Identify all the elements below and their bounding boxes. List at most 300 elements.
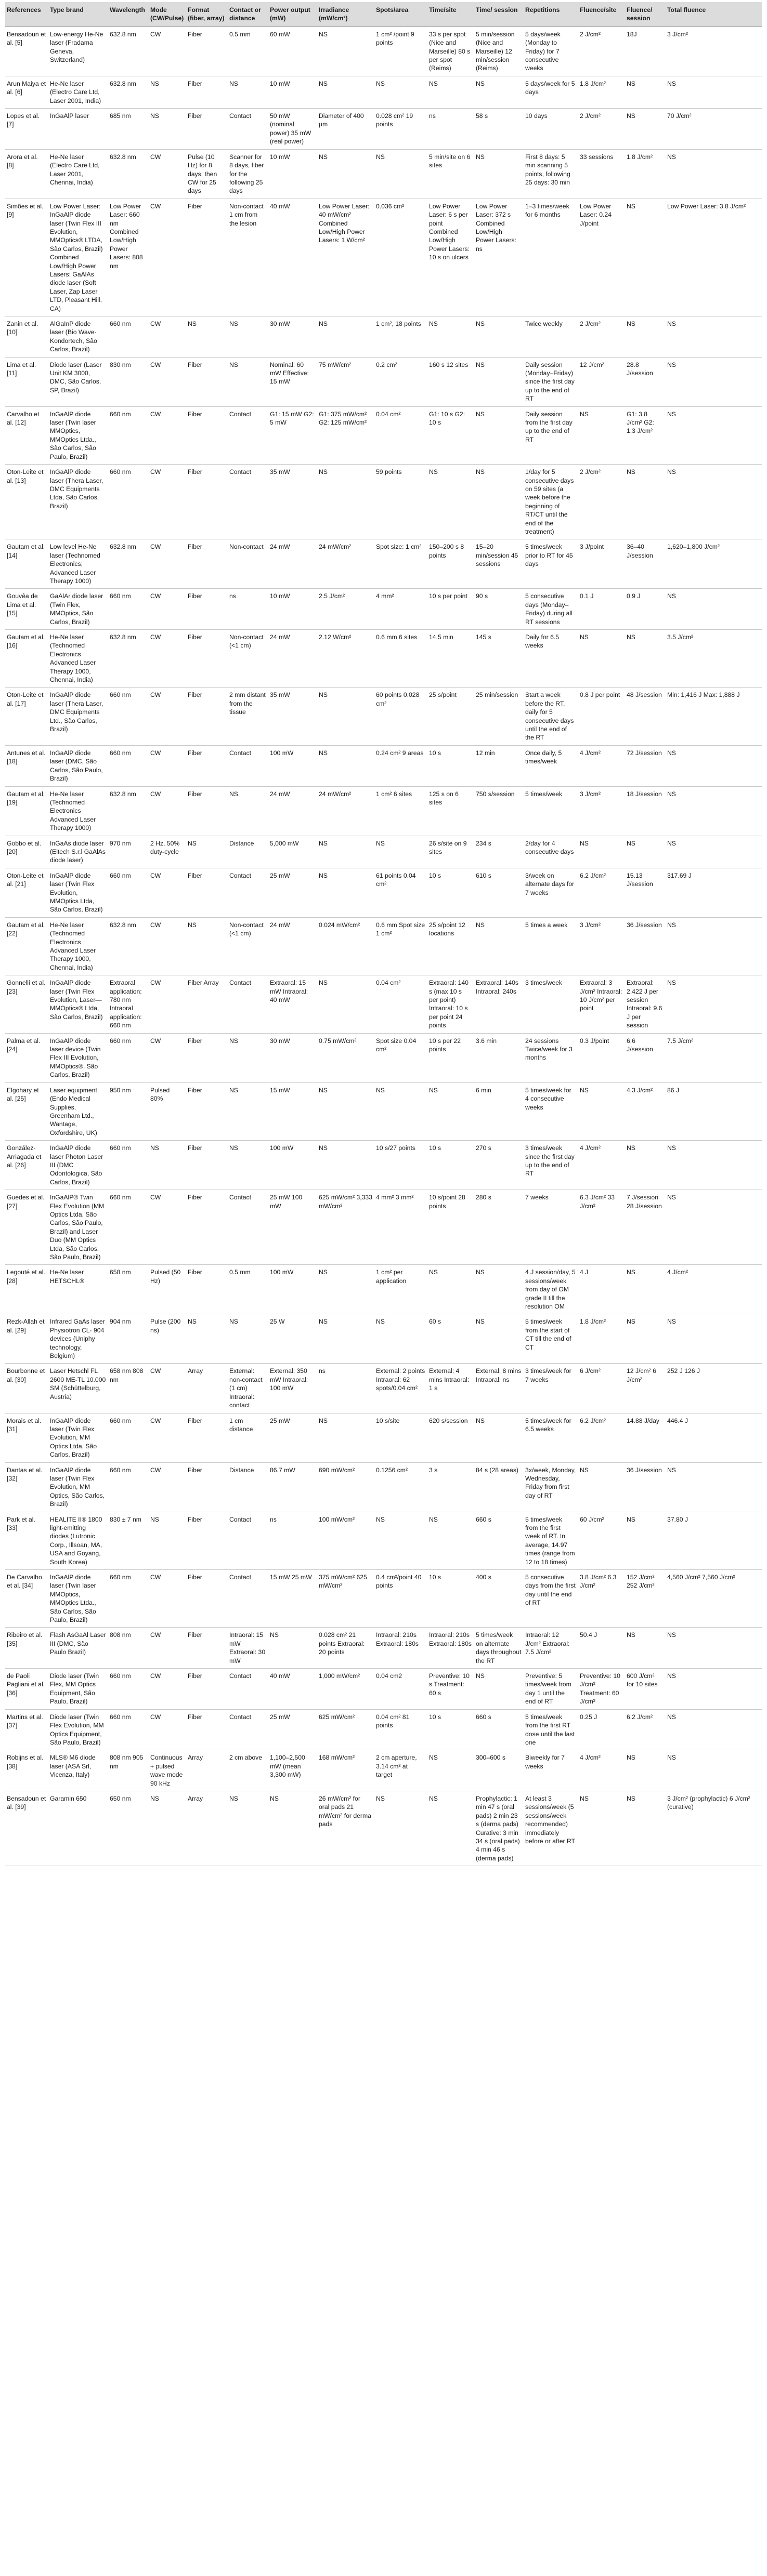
cell-irradiance: NS	[317, 149, 374, 199]
cell-contact-distance: Contact	[228, 109, 268, 150]
cell-power-output: 30 mW	[268, 316, 317, 358]
cell-spots-area: 60 points 0.028 cm²	[374, 688, 427, 745]
cell-spots-area: 0.036 cm²	[374, 199, 427, 316]
cell-irradiance: Low Power Laser: 40 mW/cm² Combined Low/High Power Lasers: 1 W/cm²	[317, 199, 374, 316]
cell-contact-distance: Intraoral: 15 mW Extraoral: 30 mW	[228, 1628, 268, 1669]
cell-irradiance: NS	[317, 836, 374, 868]
cell-spots-area: NS	[374, 1314, 427, 1364]
cell-format: Fiber	[186, 1512, 228, 1569]
cell-irradiance: NS	[317, 1314, 374, 1364]
cell-time-site: Extraoral: 140 s (max 10 s per point) Intraoral: 10 s per point 24 points	[427, 975, 474, 1033]
cell-power-output: 86.7 mW	[268, 1462, 317, 1512]
cell-fluence-session: 6.6 J/session	[625, 1033, 666, 1082]
cell-format: Fiber	[186, 1082, 228, 1140]
cell-repetitions: Intraoral: 12 J/cm² Extraoral: 7.5 J/cm²	[524, 1628, 578, 1669]
cell-wavelength: 660 nm	[108, 465, 149, 539]
table-row	[5, 975, 762, 1033]
cell-fluence-site: 50.4 J	[578, 1628, 625, 1669]
cell-fluence-session: NS	[625, 836, 666, 868]
cell-wavelength: 808 nm 905 nm	[108, 1750, 149, 1791]
cell-contact-distance: Contact	[228, 868, 268, 917]
cell-fluence-session: NS	[625, 630, 666, 688]
header-wavelength: Wavelength	[108, 2, 149, 27]
cell-fluence-session: 6.2 J/cm²	[625, 1709, 666, 1750]
cell-time-site: NS	[427, 1791, 474, 1866]
cell-format: Fiber	[186, 786, 228, 836]
cell-spots-area: Intraoral: 210s Extraoral: 180s	[374, 1628, 427, 1669]
cell-format: Fiber	[186, 1190, 228, 1265]
cell-wavelength: 632.8 nm	[108, 539, 149, 589]
cell-power-output: 24 mW	[268, 630, 317, 688]
cell-spots-area: 0.6 mm 6 sites	[374, 630, 427, 688]
cell-wavelength: 660 nm	[108, 589, 149, 630]
cell-wavelength: 830 ± 7 nm	[108, 1512, 149, 1569]
cell-contact-distance: Scanner for 8 days, fiber for the following 25 days	[228, 149, 268, 199]
cell-fluence-site: NS	[578, 406, 625, 464]
table-row	[5, 1314, 762, 1364]
cell-references: Gautam et al. [22]	[5, 917, 48, 975]
header-mode: Mode (CW/Pulse)	[149, 2, 186, 27]
header-repetitions: Repetitions	[524, 2, 578, 27]
cell-fluence-site: 6 J/cm²	[578, 1364, 625, 1413]
cell-type-brand: InGaAlP diode laser (Twin laser MMOptics, MMOptics Ltda., São Carlos, São Paulo, Brazil)	[48, 406, 108, 464]
cell-power-output: 100 mW	[268, 1141, 317, 1190]
cell-fluence-site: 60 J/cm²	[578, 1512, 625, 1569]
table-row	[5, 1265, 762, 1314]
cell-contact-distance: NS	[228, 1141, 268, 1190]
cell-spots-area: 59 points	[374, 465, 427, 539]
cell-contact-distance: Contact	[228, 1570, 268, 1628]
cell-mode: Pulsed (50 Hz)	[149, 1265, 186, 1314]
cell-format: Fiber	[186, 539, 228, 589]
cell-time-site: 10 s per point	[427, 589, 474, 630]
cell-fluence-site: NS	[578, 1082, 625, 1140]
cell-format: Fiber	[186, 1709, 228, 1750]
cell-irradiance: NS	[317, 1413, 374, 1462]
header-time-session: Time/ session	[474, 2, 524, 27]
cell-time-session: 5 min/session (Nice and Marseille) 12 min/session (Reims)	[474, 27, 524, 76]
table-row	[5, 1141, 762, 1190]
cell-time-site: 160 s 12 sites	[427, 357, 474, 406]
cell-power-output: 25 mW	[268, 868, 317, 917]
header-references: References	[5, 2, 48, 27]
cell-references: Rezk-Allah et al. [29]	[5, 1314, 48, 1364]
cell-irradiance: NS	[317, 975, 374, 1033]
table-row	[5, 109, 762, 150]
cell-format: Fiber	[186, 1141, 228, 1190]
cell-fluence-site: 0.8 J per point	[578, 688, 625, 745]
table-row	[5, 630, 762, 688]
table-row	[5, 316, 762, 358]
cell-references: Park et al. [33]	[5, 1512, 48, 1569]
cell-type-brand: Diode laser (Twin Flex Evolution, MM Optics Equipment, São Paulo, Brazil)	[48, 1709, 108, 1750]
cell-wavelength: Low Power Laser: 660 nm Combined Low/High Power Lasers: 808 nm	[108, 199, 149, 316]
cell-references: Gouvêa de Lima et al. [15]	[5, 589, 48, 630]
table-row	[5, 786, 762, 836]
cell-repetitions: 3/week on alternate days for 7 weeks	[524, 868, 578, 917]
cell-irradiance: 1,000 mW/cm²	[317, 1669, 374, 1710]
cell-power-output: 60 mW	[268, 27, 317, 76]
cell-power-output: 5,000 mW	[268, 836, 317, 868]
cell-contact-distance: 0.5 mm	[228, 1265, 268, 1314]
table-row	[5, 917, 762, 975]
cell-wavelength: 660 nm	[108, 1462, 149, 1512]
cell-mode: CW	[149, 1669, 186, 1710]
cell-mode: CW	[149, 27, 186, 76]
cell-fluence-site: NS	[578, 630, 625, 688]
cell-time-session: 84 s (28 areas)	[474, 1462, 524, 1512]
cell-repetitions: 2/day for 4 consecutive days	[524, 836, 578, 868]
cell-total-fluence: NS	[666, 1314, 762, 1364]
header-total-fluence: Total fluence	[666, 2, 762, 27]
cell-time-site: NS	[427, 76, 474, 108]
cell-fluence-session: 7 J/session 28 J/session	[625, 1190, 666, 1265]
cell-format: Fiber	[186, 357, 228, 406]
cell-spots-area: 1 cm², 18 points	[374, 316, 427, 358]
cell-total-fluence: NS	[666, 1190, 762, 1265]
cell-wavelength: 660 nm	[108, 1709, 149, 1750]
cell-total-fluence: NS	[666, 1462, 762, 1512]
table-row	[5, 1628, 762, 1669]
cell-power-output: Extraoral: 15 mW Intraoral: 40 mW	[268, 975, 317, 1033]
cell-total-fluence: NS	[666, 1750, 762, 1791]
cell-fluence-site: 0.3 J/point	[578, 1033, 625, 1082]
cell-fluence-site: 4 J/cm²	[578, 1750, 625, 1791]
cell-irradiance: NS	[317, 868, 374, 917]
cell-time-site: 26 s/site on 9 sites	[427, 836, 474, 868]
cell-fluence-site: 3 J/point	[578, 539, 625, 589]
cell-references: Arora et al. [8]	[5, 149, 48, 199]
cell-mode: CW	[149, 199, 186, 316]
cell-total-fluence: NS	[666, 76, 762, 108]
cell-time-site: 10 s	[427, 868, 474, 917]
cell-mode: CW	[149, 357, 186, 406]
cell-total-fluence: 4,560 J/cm² 7,560 J/cm²	[666, 1570, 762, 1628]
cell-time-session: 12 min	[474, 745, 524, 786]
cell-wavelength: 660 nm	[108, 316, 149, 358]
cell-time-session: 25 min/session	[474, 688, 524, 745]
cell-time-session: Extraoral: 140s Intraoral: 240s	[474, 975, 524, 1033]
cell-wavelength: 632.8 nm	[108, 149, 149, 199]
cell-references: De Carvalho et al. [34]	[5, 1570, 48, 1628]
cell-mode: NS	[149, 109, 186, 150]
cell-total-fluence: 86 J	[666, 1082, 762, 1140]
cell-type-brand: HEALITE II® 1800 light-emitting diodes (Lutronic Corp., Illsoan, MA, USA and Goyang, South Korea)	[48, 1512, 108, 1569]
cell-format: Fiber	[186, 1265, 228, 1314]
cell-spots-area: 2 cm aperture, 3.14 cm² at target	[374, 1750, 427, 1791]
cell-time-session: External: 8 mins Intraoral: ns	[474, 1364, 524, 1413]
cell-wavelength: 660 nm	[108, 1033, 149, 1082]
cell-total-fluence: NS	[666, 1141, 762, 1190]
cell-power-output: 15 mW 25 mW	[268, 1570, 317, 1628]
cell-total-fluence: 3 J/cm² (prophylactic) 6 J/cm² (curative)	[666, 1791, 762, 1866]
cell-irradiance: 0.024 mW/cm²	[317, 917, 374, 975]
cell-type-brand: Laser equipment (Endo Medical Supplies, Greenham Ltd., Wantage, Oxfordshire, UK)	[48, 1082, 108, 1140]
cell-power-output: 1,100–2,500 mW (mean 3,300 mW)	[268, 1750, 317, 1791]
cell-fluence-site: 3 J/cm²	[578, 917, 625, 975]
cell-references: Oton-Leite et al. [17]	[5, 688, 48, 745]
cell-time-session: 5 times/week on alternate days throughout the RT	[474, 1628, 524, 1669]
cell-time-session: 400 s	[474, 1570, 524, 1628]
cell-total-fluence: 70 J/cm²	[666, 109, 762, 150]
cell-total-fluence: 317.69 J	[666, 868, 762, 917]
cell-time-site: 150–200 s 8 points	[427, 539, 474, 589]
cell-mode: CW	[149, 149, 186, 199]
table-row	[5, 1033, 762, 1082]
cell-time-site: 125 s on 6 sites	[427, 786, 474, 836]
cell-spots-area: External: 2 points Intraoral: 62 spots/0.04 cm²	[374, 1364, 427, 1413]
cell-fluence-site: Low Power Laser: 0.24 J/point	[578, 199, 625, 316]
cell-spots-area: 61 points 0.04 cm²	[374, 868, 427, 917]
cell-type-brand: MLS® M6 diode laser (ASA Srl, Vicenza, Italy)	[48, 1750, 108, 1791]
cell-mode: CW	[149, 1364, 186, 1413]
cell-time-site: 5 min/site on 6 sites	[427, 149, 474, 199]
cell-wavelength: 660 nm	[108, 1570, 149, 1628]
cell-time-session: NS	[474, 465, 524, 539]
cell-time-session: 270 s	[474, 1141, 524, 1190]
cell-mode: NS	[149, 1791, 186, 1866]
cell-fluence-site: 0.1 J	[578, 589, 625, 630]
cell-irradiance: 26 mW/cm² for oral pads 21 mW/cm² for derma pads	[317, 1791, 374, 1866]
cell-fluence-site: NS	[578, 1791, 625, 1866]
cell-type-brand: InGaAlP diode laser (Twin Flex Evolution, MMOptics Ltda, São Carlos, Brazil)	[48, 868, 108, 917]
cell-time-site: 25 s/point	[427, 688, 474, 745]
cell-wavelength: 660 nm	[108, 688, 149, 745]
cell-mode: CW	[149, 786, 186, 836]
cell-type-brand: InGaAlP diode laser (Twin Flex Evolution, MM Optics Ltda, São Carlos, Brazil)	[48, 1413, 108, 1462]
cell-time-session: NS	[474, 357, 524, 406]
cell-power-output: NS	[268, 1791, 317, 1866]
cell-repetitions: 5 days/week (Monday to Friday) for 7 consecutive weeks	[524, 27, 578, 76]
cell-references: Zanin et al. [10]	[5, 316, 48, 358]
cell-total-fluence: 4 J/cm²	[666, 1265, 762, 1314]
cell-wavelength: 660 nm	[108, 868, 149, 917]
cell-references: Palma et al. [24]	[5, 1033, 48, 1082]
cell-fluence-session: NS	[625, 1512, 666, 1569]
cell-time-site: 10 s	[427, 1709, 474, 1750]
cell-fluence-session: NS	[625, 1628, 666, 1669]
table-row	[5, 27, 762, 76]
cell-fluence-session: NS	[625, 1750, 666, 1791]
cell-fluence-site: 12 J/cm²	[578, 357, 625, 406]
cell-power-output: 24 mW	[268, 917, 317, 975]
cell-irradiance: 24 mW/cm²	[317, 539, 374, 589]
cell-format: Fiber	[186, 868, 228, 917]
cell-type-brand: Garamin 650	[48, 1791, 108, 1866]
cell-total-fluence: Min: 1,416 J Max: 1,888 J	[666, 688, 762, 745]
cell-format: Fiber	[186, 1570, 228, 1628]
cell-mode: CW	[149, 1413, 186, 1462]
cell-type-brand: Laser Hetschl FL 2600 ME-TL 10.000 SM (Schüttelburg, Austria)	[48, 1364, 108, 1413]
cell-references: Ribeiro et al. [35]	[5, 1628, 48, 1669]
cell-type-brand: InGaAlP diode laser (Thera Laser, DMC Equipments Ltd., São Carlos, Brazil)	[48, 688, 108, 745]
cell-references: Gautam et al. [16]	[5, 630, 48, 688]
cell-total-fluence: 1,620–1,800 J/cm²	[666, 539, 762, 589]
cell-irradiance: NS	[317, 1141, 374, 1190]
cell-mode: CW	[149, 1570, 186, 1628]
cell-repetitions: Start a week before the RT, daily for 5 consecutive days until the end of the RT	[524, 688, 578, 745]
cell-total-fluence: NS	[666, 917, 762, 975]
cell-mode: CW	[149, 1462, 186, 1512]
cell-format: NS	[186, 917, 228, 975]
cell-time-site: 10 s	[427, 1141, 474, 1190]
cell-mode: 2 Hz, 50% duty-cycle	[149, 836, 186, 868]
cell-repetitions: 3 times/week	[524, 975, 578, 1033]
cell-type-brand: He-Ne laser (Electro Care Ltd, Laser 2001, India)	[48, 76, 108, 108]
cell-fluence-session: NS	[625, 1141, 666, 1190]
cell-contact-distance: Contact	[228, 975, 268, 1033]
cell-fluence-session: 36 J/session	[625, 1462, 666, 1512]
cell-time-site: NS	[427, 1265, 474, 1314]
cell-references: González-Arriagada et al. [26]	[5, 1141, 48, 1190]
cell-irradiance: 75 mW/cm²	[317, 357, 374, 406]
cell-wavelength: 904 nm	[108, 1314, 149, 1364]
cell-power-output: 100 mW	[268, 745, 317, 786]
cell-fluence-session: NS	[625, 316, 666, 358]
cell-fluence-session: 18 J/session	[625, 786, 666, 836]
cell-spots-area: 1 cm² /point 9 points	[374, 27, 427, 76]
cell-spots-area: Spot size: 1 cm²	[374, 539, 427, 589]
cell-total-fluence: Low Power Laser: 3.8 J/cm²	[666, 199, 762, 316]
cell-time-site: Preventive: 10 s Treatment: 60 s	[427, 1669, 474, 1710]
cell-fluence-session: 600 J/cm² for 10 sites	[625, 1669, 666, 1710]
cell-format: Fiber	[186, 1033, 228, 1082]
cell-time-site: 3 s	[427, 1462, 474, 1512]
cell-wavelength: 632.8 nm	[108, 917, 149, 975]
cell-irradiance: 100 mW/cm²	[317, 1512, 374, 1569]
cell-total-fluence: 252 J 126 J	[666, 1364, 762, 1413]
cell-mode: NS	[149, 1141, 186, 1190]
cell-format: NS	[186, 836, 228, 868]
cell-references: Guedes et al. [27]	[5, 1190, 48, 1265]
cell-contact-distance: ns	[228, 589, 268, 630]
table-row	[5, 1709, 762, 1750]
cell-fluence-site: 6.2 J/cm²	[578, 1413, 625, 1462]
cell-irradiance: 625 mW/cm² 3,333 mW/cm²	[317, 1190, 374, 1265]
cell-total-fluence: NS	[666, 1709, 762, 1750]
cell-fluence-session: 28.8 J/session	[625, 357, 666, 406]
table-row	[5, 1190, 762, 1265]
cell-mode: CW	[149, 868, 186, 917]
cell-time-session: NS	[474, 1265, 524, 1314]
cell-mode: NS	[149, 1512, 186, 1569]
cell-references: Gobbo et al. [20]	[5, 836, 48, 868]
cell-format: Array	[186, 1364, 228, 1413]
cell-fluence-site: 1.8 J/cm²	[578, 1314, 625, 1364]
cell-power-output: External: 350 mW Intraoral: 100 mW	[268, 1364, 317, 1413]
cell-power-output: 35 mW	[268, 465, 317, 539]
cell-references: Lopes et al. [7]	[5, 109, 48, 150]
cell-power-output: 100 mW	[268, 1265, 317, 1314]
cell-references: Morais et al. [31]	[5, 1413, 48, 1462]
cell-format: Fiber	[186, 589, 228, 630]
cell-contact-distance: NS	[228, 357, 268, 406]
cell-total-fluence: NS	[666, 745, 762, 786]
cell-references: Oton-Leite et al. [13]	[5, 465, 48, 539]
cell-power-output: 40 mW	[268, 1669, 317, 1710]
cell-irradiance: G1: 375 mW/cm² G2: 125 mW/cm²	[317, 406, 374, 464]
cell-references: Gautam et al. [14]	[5, 539, 48, 589]
cell-format: Fiber	[186, 630, 228, 688]
cell-references: Bourbonne et al. [30]	[5, 1364, 48, 1413]
cell-irradiance: 375 mW/cm² 625 mW/cm²	[317, 1570, 374, 1628]
cell-repetitions: First 8 days: 5 min scanning 5 points, following 25 days: 30 min	[524, 149, 578, 199]
cell-irradiance: 24 mW/cm²	[317, 786, 374, 836]
table-row	[5, 406, 762, 464]
cell-irradiance: NS	[317, 465, 374, 539]
cell-irradiance: NS	[317, 688, 374, 745]
cell-references: Bensadoun et al. [5]	[5, 27, 48, 76]
cell-time-session: Prophylactic: 1 min 47 s (oral pads) 2 min 23 s (derma pads) Curative: 3 min 34 s (oral pads) 4 min 46 s (derma pads)	[474, 1791, 524, 1866]
cell-mode: Pulsed 80%	[149, 1082, 186, 1140]
cell-mode: CW	[149, 1709, 186, 1750]
cell-mode: CW	[149, 688, 186, 745]
cell-time-session: 15–20 min/session 45 sessions	[474, 539, 524, 589]
cell-format: Fiber	[186, 1462, 228, 1512]
cell-repetitions: 5 times/week for 6.5 weeks	[524, 1413, 578, 1462]
cell-contact-distance: Contact	[228, 1512, 268, 1569]
cell-type-brand: InGaAlP diode laser (Thera Laser, DMC Equipments Ltda, São Carlos, Brazil)	[48, 465, 108, 539]
cell-mode: NS	[149, 76, 186, 108]
cell-spots-area: 0.6 mm Spot size 1 cm²	[374, 917, 427, 975]
cell-type-brand: Low level He-Ne laser (Technomed Electronics; Advanced Laser Therapy 1000)	[48, 539, 108, 589]
cell-time-session: 750 s/session	[474, 786, 524, 836]
cell-irradiance: 690 mW/cm²	[317, 1462, 374, 1512]
table-row	[5, 1082, 762, 1140]
cell-repetitions: 5 times/week	[524, 786, 578, 836]
cell-repetitions: 5 consecutive days (Monday–Friday) during all RT sessions	[524, 589, 578, 630]
cell-type-brand: InGaAlP laser	[48, 109, 108, 150]
cell-spots-area: NS	[374, 1512, 427, 1569]
cell-fluence-site: 4 J	[578, 1265, 625, 1314]
cell-time-site: ns	[427, 109, 474, 150]
cell-mode: CW	[149, 1628, 186, 1669]
cell-references: Robijns et al. [38]	[5, 1750, 48, 1791]
cell-repetitions: 7 weeks	[524, 1190, 578, 1265]
cell-power-output: 25 mW	[268, 1413, 317, 1462]
cell-spots-area: NS	[374, 1791, 427, 1866]
cell-time-site: NS	[427, 1082, 474, 1140]
cell-spots-area: NS	[374, 149, 427, 199]
cell-type-brand: InGaAlP diode laser (Twin Flex Evolution, MM Optics, São Carlos, Brazil)	[48, 1462, 108, 1512]
cell-repetitions: 5 times/week for 4 consecutive weeks	[524, 1082, 578, 1140]
cell-time-session: 280 s	[474, 1190, 524, 1265]
cell-wavelength: 808 nm	[108, 1628, 149, 1669]
cell-total-fluence: NS	[666, 975, 762, 1033]
cell-type-brand: He-Ne laser (Technomed Electronics Advanced Laser Therapy 1000)	[48, 786, 108, 836]
cell-contact-distance: Distance	[228, 836, 268, 868]
cell-wavelength: 632.8 nm	[108, 27, 149, 76]
cell-type-brand: He-Ne laser HETSCHL®	[48, 1265, 108, 1314]
cell-time-session: NS	[474, 149, 524, 199]
cell-power-output: 10 mW	[268, 149, 317, 199]
cell-fluence-session: G1: 3.8 J/cm² G2: 1.3 J/cm²	[625, 406, 666, 464]
cell-time-site: G1: 10 s G2: 10 s	[427, 406, 474, 464]
cell-fluence-session: 18J	[625, 27, 666, 76]
cell-contact-distance: Contact	[228, 745, 268, 786]
cell-spots-area: Spot size 0.04 cm²	[374, 1033, 427, 1082]
cell-type-brand: He-Ne laser (Electro Care Ltd, Laser 2001, Chennai, India)	[48, 149, 108, 199]
cell-time-session: NS	[474, 1413, 524, 1462]
cell-repetitions: Biweekly for 7 weeks	[524, 1750, 578, 1791]
cell-contact-distance: External: non-contact (1 cm) Intraoral: contact	[228, 1364, 268, 1413]
cell-fluence-site: 6.2 J/cm²	[578, 868, 625, 917]
cell-power-output: 24 mW	[268, 539, 317, 589]
cell-mode: CW	[149, 975, 186, 1033]
cell-references: Bensadoun et al. [39]	[5, 1791, 48, 1866]
cell-type-brand: InGaAlP diode laser (Twin Flex Evolution, Laser—MMOptics® Ltda, São Carlos, Brazil)	[48, 975, 108, 1033]
cell-mode: CW	[149, 539, 186, 589]
